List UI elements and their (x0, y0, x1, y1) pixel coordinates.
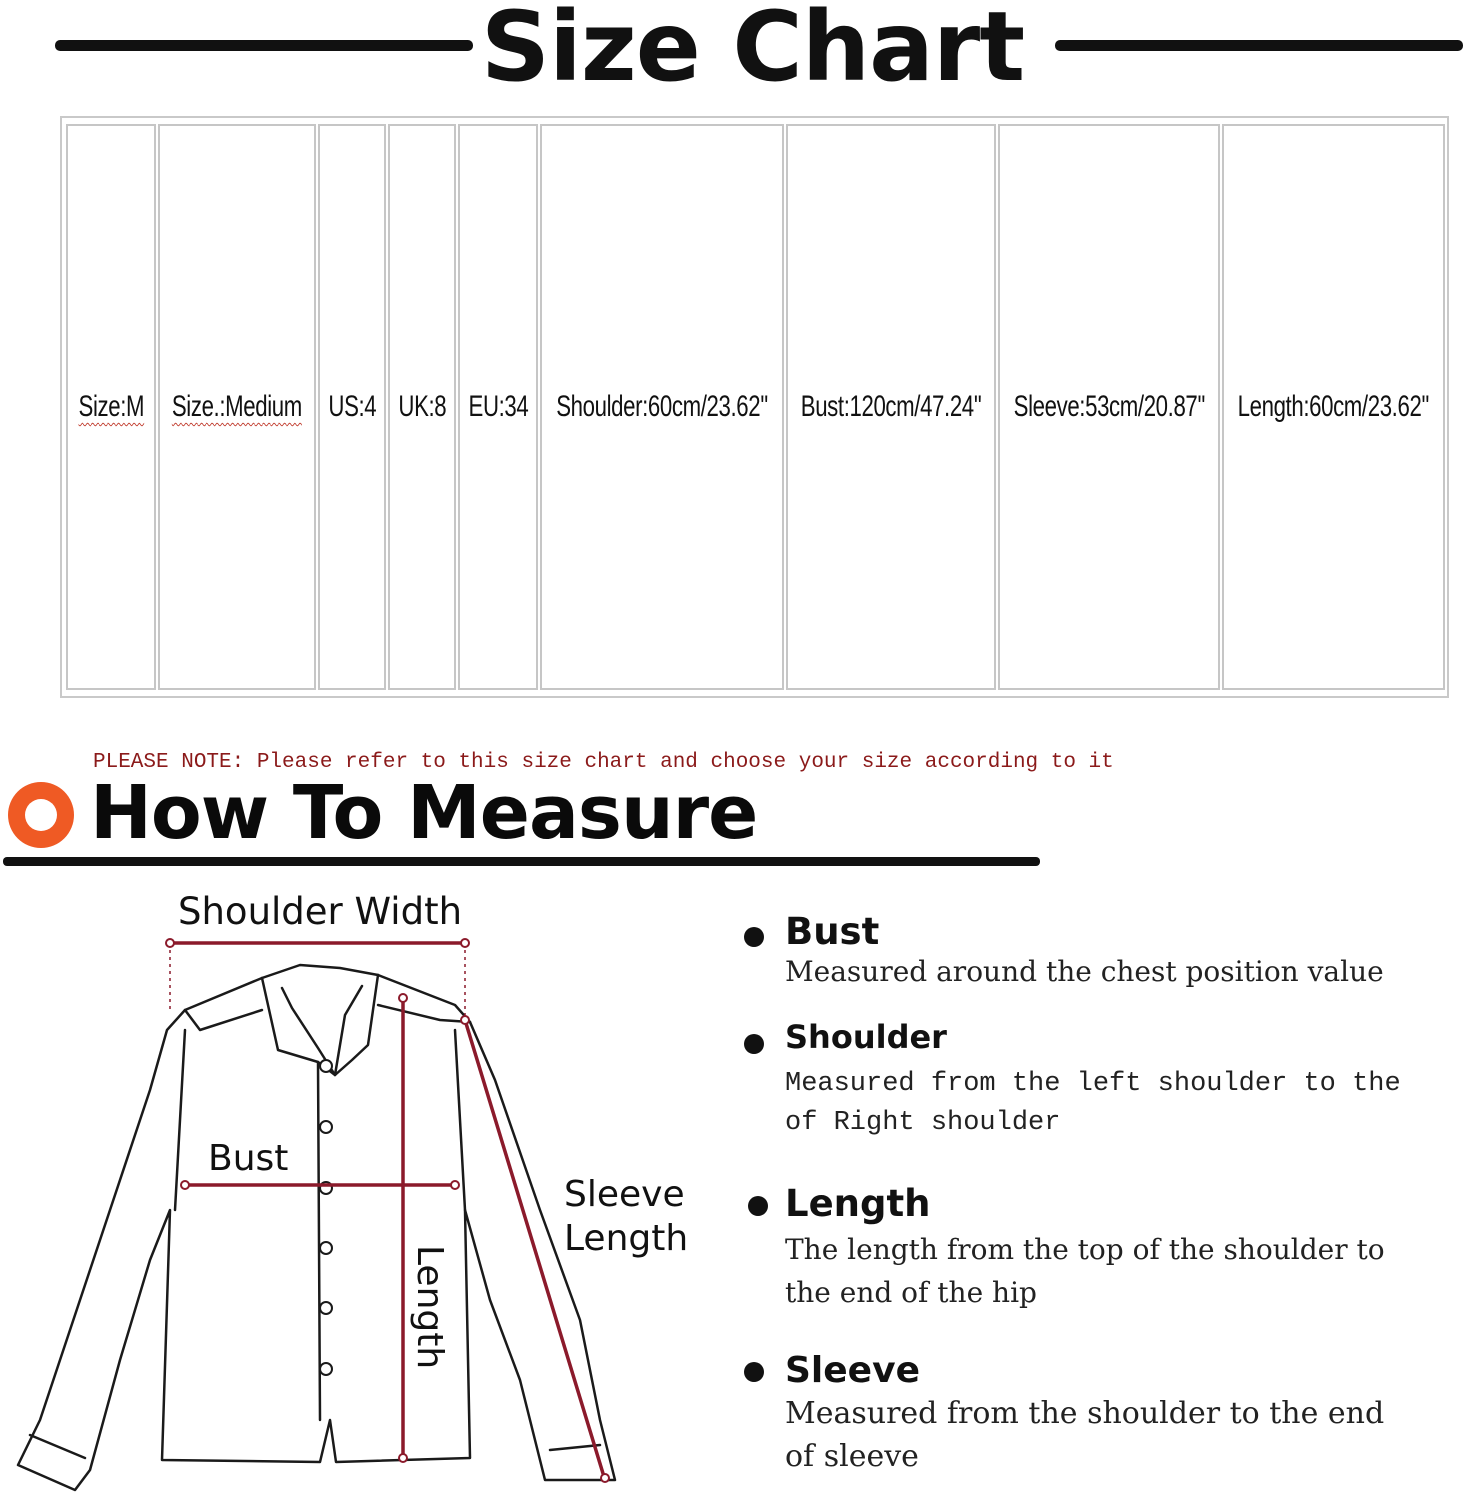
desc-line: Measured around the chest position value (785, 955, 1384, 988)
how-to-measure-rule (3, 857, 1040, 866)
size-cell-text: Bust:120cm/47.24'' (800, 390, 982, 423)
desc-line: of sleeve (785, 1439, 919, 1474)
desc-head: Bust (785, 910, 880, 953)
title-rule-left (55, 40, 473, 51)
shoulder-width-label: Shoulder Width (178, 890, 463, 933)
size-cell-uk (388, 124, 456, 690)
page-title: Size Chart (480, 0, 1025, 103)
bullet-icon (744, 1034, 764, 1054)
size-chart-header (0, 0, 1465, 103)
size-cell-us (318, 124, 386, 690)
size-cell-sleeve (998, 124, 1220, 690)
size-cell-length (1222, 124, 1445, 690)
sleeve-label-line1: Sleeve (564, 1174, 685, 1215)
desc-line: the end of the hip (785, 1276, 1037, 1309)
desc-line: Measured from the left shoulder to the (785, 1069, 1401, 1099)
size-cell-text: US:4 (328, 390, 376, 423)
title-rule-right (1055, 40, 1463, 51)
size-note: PLEASE NOTE: Please refer to this size chart and choose your size according to it (93, 751, 1114, 774)
size-cell-text: Length:60cm/23.62'' (1237, 390, 1430, 423)
desc-head: Length (785, 1182, 931, 1225)
how-to-measure-title: How To Measure (90, 770, 758, 856)
size-cell-text: EU:34 (468, 390, 528, 423)
length-label: Length (409, 1245, 450, 1370)
bullet-icon (744, 1362, 764, 1382)
size-cell-text: UK:8 (398, 390, 446, 423)
size-cell-eu (458, 124, 538, 690)
bullet-icon (744, 927, 764, 947)
bullet-icon (748, 1196, 768, 1216)
desc-line: of Right shoulder (785, 1108, 1061, 1138)
size-table (60, 116, 1449, 698)
size-cell-size-name (158, 124, 316, 690)
size-cell-size (66, 124, 156, 690)
size-cell-text: Shoulder:60cm/23.62'' (556, 390, 768, 423)
bust-label: Bust (208, 1138, 289, 1179)
desc-line: The length from the top of the shoulder to (785, 1233, 1385, 1266)
shirt-measure-diagram (0, 880, 720, 1500)
desc-head: Sleeve (785, 1350, 920, 1391)
size-cell-shoulder (540, 124, 784, 690)
orange-ring-icon (8, 782, 74, 848)
size-cell-text: Size.:Medium (171, 390, 303, 423)
size-cell-text: Sleeve:53cm/20.87'' (1013, 390, 1205, 423)
sleeve-label-line2: Length (564, 1218, 689, 1259)
size-cell-bust (786, 124, 996, 690)
desc-line: Measured from the shoulder to the end (785, 1396, 1385, 1431)
size-cell-text: Size:M (78, 390, 144, 423)
desc-head: Shoulder (785, 1018, 947, 1056)
